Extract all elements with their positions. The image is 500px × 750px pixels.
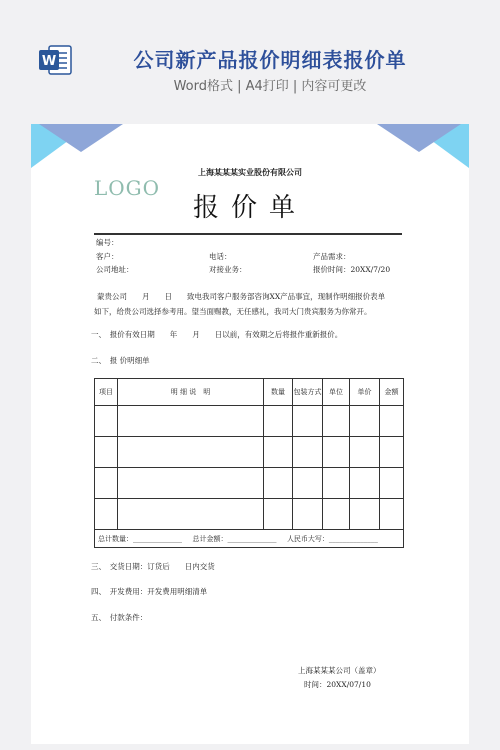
intro-line: 如下，给贵公司选择参考用。望当面赐教，无任感礼，我司大门贵宾服务为你常开。	[94, 307, 372, 316]
address-field: 公司地址：	[96, 265, 134, 274]
document-title: 报价单	[192, 193, 307, 223]
table-row	[95, 406, 404, 437]
quote-time-field: 报价时间：20XX/7/20	[313, 265, 391, 274]
table-row	[95, 468, 404, 499]
table-row	[95, 437, 404, 468]
header-item: 项目	[95, 379, 118, 406]
table-header-row	[95, 379, 404, 406]
document-page	[31, 124, 469, 744]
header-amount: 金额	[380, 379, 404, 406]
title-divider	[94, 233, 402, 235]
customer-field: 客户：	[96, 252, 119, 261]
product-field: 产品需求：	[313, 252, 351, 261]
header-unit-price: 单价	[350, 379, 380, 406]
signature-date: 时间：20XX/07/10	[304, 680, 371, 689]
logo: LOGO	[94, 176, 161, 200]
rmb-uppercase: 人民币大写：______________	[286, 534, 378, 543]
clause-validity: 一、 报价有效日期 年 月 日以前，有效期之后将报作重新报价。	[91, 330, 343, 339]
header-packaging: 包装方式	[293, 379, 323, 406]
table-row	[95, 499, 404, 530]
quote-table	[94, 378, 404, 548]
company-name: 上海某某某实业股份有限公司	[198, 167, 302, 177]
clause-detail-heading: 二、 报 价明细单	[91, 356, 150, 365]
clause-payment: 五、 付款条件：	[91, 613, 148, 622]
table-total-row	[95, 530, 404, 548]
total-amount: 总计金额：______________	[192, 534, 277, 543]
clause-development-fee: 四、 开发费用：开发费用明细清单	[91, 587, 208, 596]
page-header	[0, 0, 500, 118]
clause-delivery: 三、 交货日期：订货后 日内交货	[91, 562, 215, 571]
page-subtitle: Word格式 | A4打印 | 内容可更改	[173, 79, 367, 94]
word-icon	[37, 42, 73, 78]
phone-field: 电话：	[209, 252, 232, 261]
intro-paragraph	[94, 289, 404, 319]
signature-company: 上海某某某公司（盖章）	[298, 666, 381, 675]
contact-field: 对接业务：	[209, 265, 247, 274]
header-description: 明 细 说 明	[118, 379, 264, 406]
header-quantity: 数量	[264, 379, 293, 406]
intro-line: 蒙贵公司 月 日 致电我司客户服务部咨询XX产品事宜，现制作明细报价表单	[97, 292, 386, 301]
svg-text:W: W	[41, 54, 57, 69]
header-unit: 单位	[323, 379, 350, 406]
number-field: 编号：	[96, 238, 119, 247]
total-quantity: 总计数量：______________	[98, 534, 182, 543]
page-title: 公司新产品报价明细表报价单	[133, 48, 407, 72]
